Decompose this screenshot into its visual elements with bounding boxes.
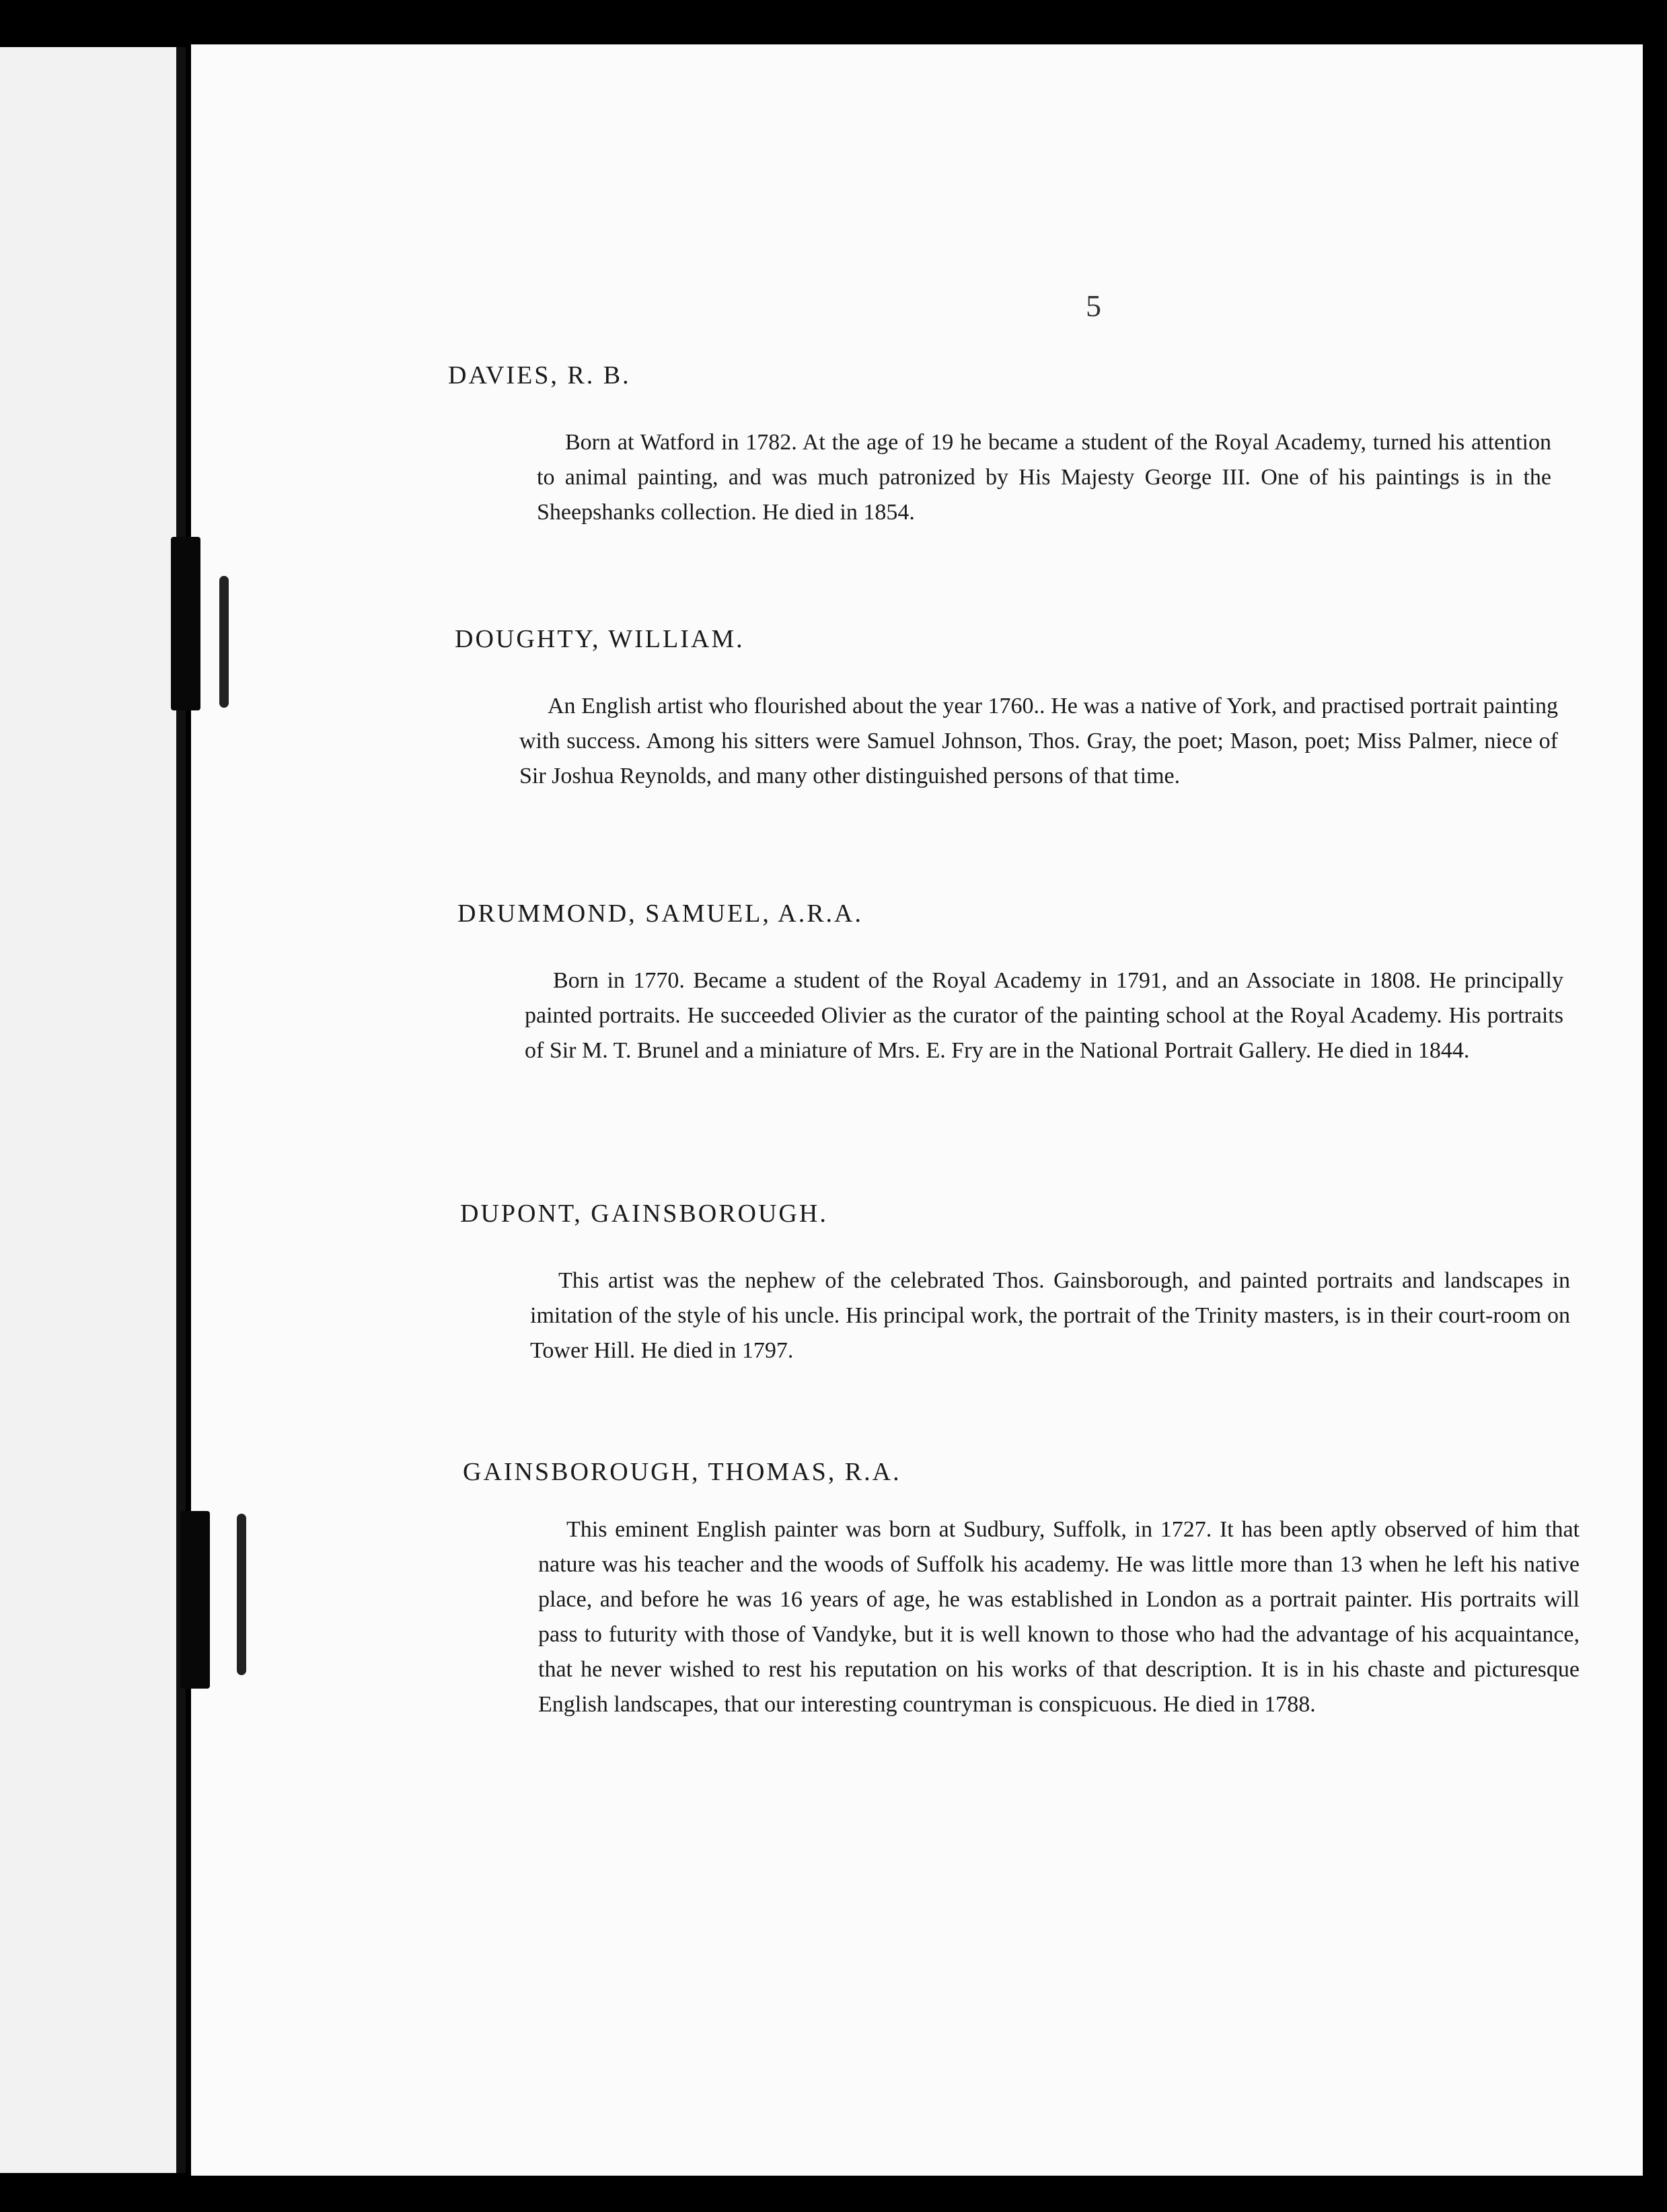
binding-clip-upper (171, 537, 200, 710)
entry-heading: DRUMMOND, SAMUEL, A.R.A. (457, 899, 863, 928)
entry-heading: DOUGHTY, WILLIAM. (455, 625, 745, 653)
entry-drummond (457, 899, 1563, 1068)
document-page (191, 44, 1643, 2176)
facing-page-edge (0, 47, 183, 2173)
entry-text: Born at Watford in 1782. At the age of 19 he became a student of the Royal Academy, turned his attention to animal painting, and was much patronized by His Majesty George III. One of his paintings is in the Sheepshanks collection. He died in 1854. (537, 430, 1551, 525)
entry-gainsborough (463, 1457, 1580, 1722)
entry-text: This eminent English painter was born at Sudbury, Suffolk, in 1727. It has been aptly observed of him that nature was his teacher and the woods of Suffolk his academy. He was little more than 13 when he left his native place, and before he was 16 years of age, he was established in London as a portrait painter. His portraits will pass to futurity with those of Vandyke, but it is well known to those who had the advantage of his acquaintance, that he never wished to rest his reputation on his works of that description. It is in his chaste and picturesque English landscapes, that our interesting countryman is conspicuous. He died in 1788. (538, 1517, 1580, 1717)
entry-text: Born in 1770. Became a student of the Royal Academy in 1791, and an Associate in 1808. He principally painted portraits. He succeeded Olivier as the curator of the painting school at the Royal Academy. His portraits of Sir M. T. Brunel and a miniature of Mrs. E. Fry are in the National Portrait Gallery. He died in 1844. (525, 968, 1563, 1063)
entry-heading: GAINSBOROUGH, THOMAS, R.A. (463, 1458, 901, 1486)
entry-doughty (455, 624, 1558, 794)
binding-clip-lower (180, 1511, 210, 1689)
binding-wire-lower (237, 1514, 246, 1675)
entry-text: An English artist who flourished about the year 1760.. He was a native of York, and practised portrait painting with success. Among his sitters were Samuel Johnson, Thos. Gray, the poet; Mason, poet; Miss Palmer, niece of Sir Joshua Reynolds, and many other distinguished persons of that time. (519, 694, 1558, 788)
entry-davies (448, 361, 1551, 530)
entry-dupont (460, 1199, 1570, 1368)
entry-heading: DUPONT, GAINSBOROUGH. (460, 1200, 828, 1228)
book-spine-shadow (176, 47, 186, 2173)
page-number: 5 (1086, 289, 1101, 323)
binding-wire-upper (219, 576, 229, 708)
entry-heading: DAVIES, R. B. (448, 361, 631, 390)
entry-text: This artist was the nephew of the celebrated Thos. Gainsborough, and painted portraits and landscapes in imitation of the style of his uncle. His principal work, the portrait of the Trinity masters, is in their court-room on Tower Hill. He died in 1797. (530, 1268, 1570, 1363)
